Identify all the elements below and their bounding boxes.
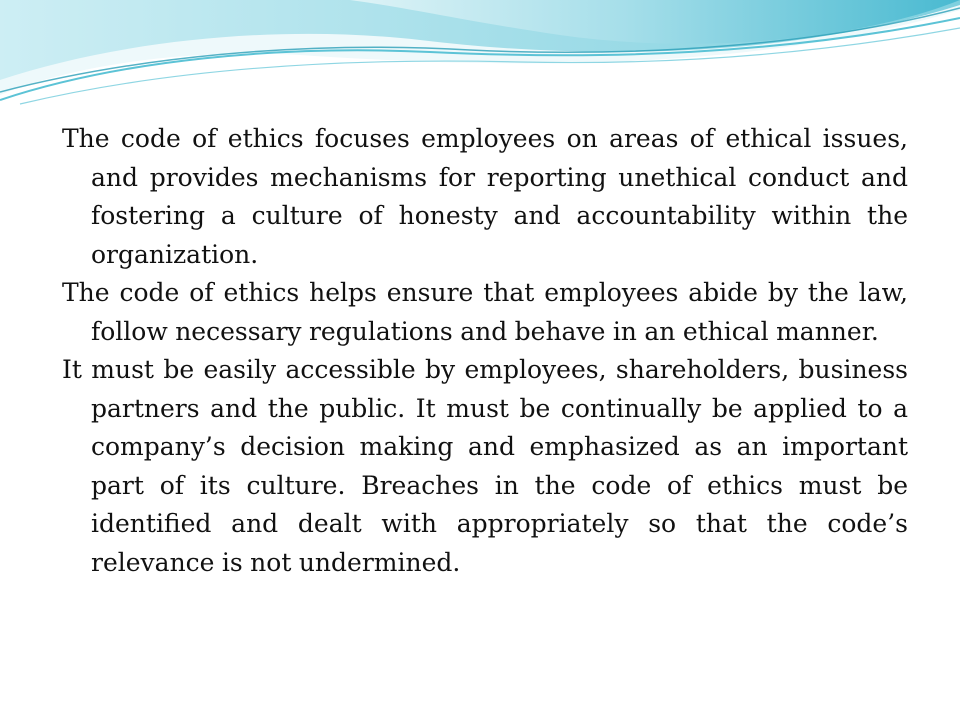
paragraph-accessibility-and-breaches: It must be easily accessible by employees, shareholders, business partners and the public. It must be continually be applied to a company’s decision making and emphasized as an important part of its culture. Breaches in the code of ethics must be identified and dealt with appropriately so that the code’s relevance is not undermined. [62,355,908,577]
body-text [62,120,908,582]
paragraph-code-of-ethics-focus: The code of ethics focuses employees on areas of ethical issues, and provides mechanisms for reporting unethical conduct and fostering a culture of honesty and accountability within the organization. [62,124,908,269]
paragraph-code-of-ethics-compliance: The code of ethics helps ensure that employees abide by the law, follow necessary regulations and behave in an ethical manner. [62,278,908,346]
decorative-wave-header [0,0,960,140]
